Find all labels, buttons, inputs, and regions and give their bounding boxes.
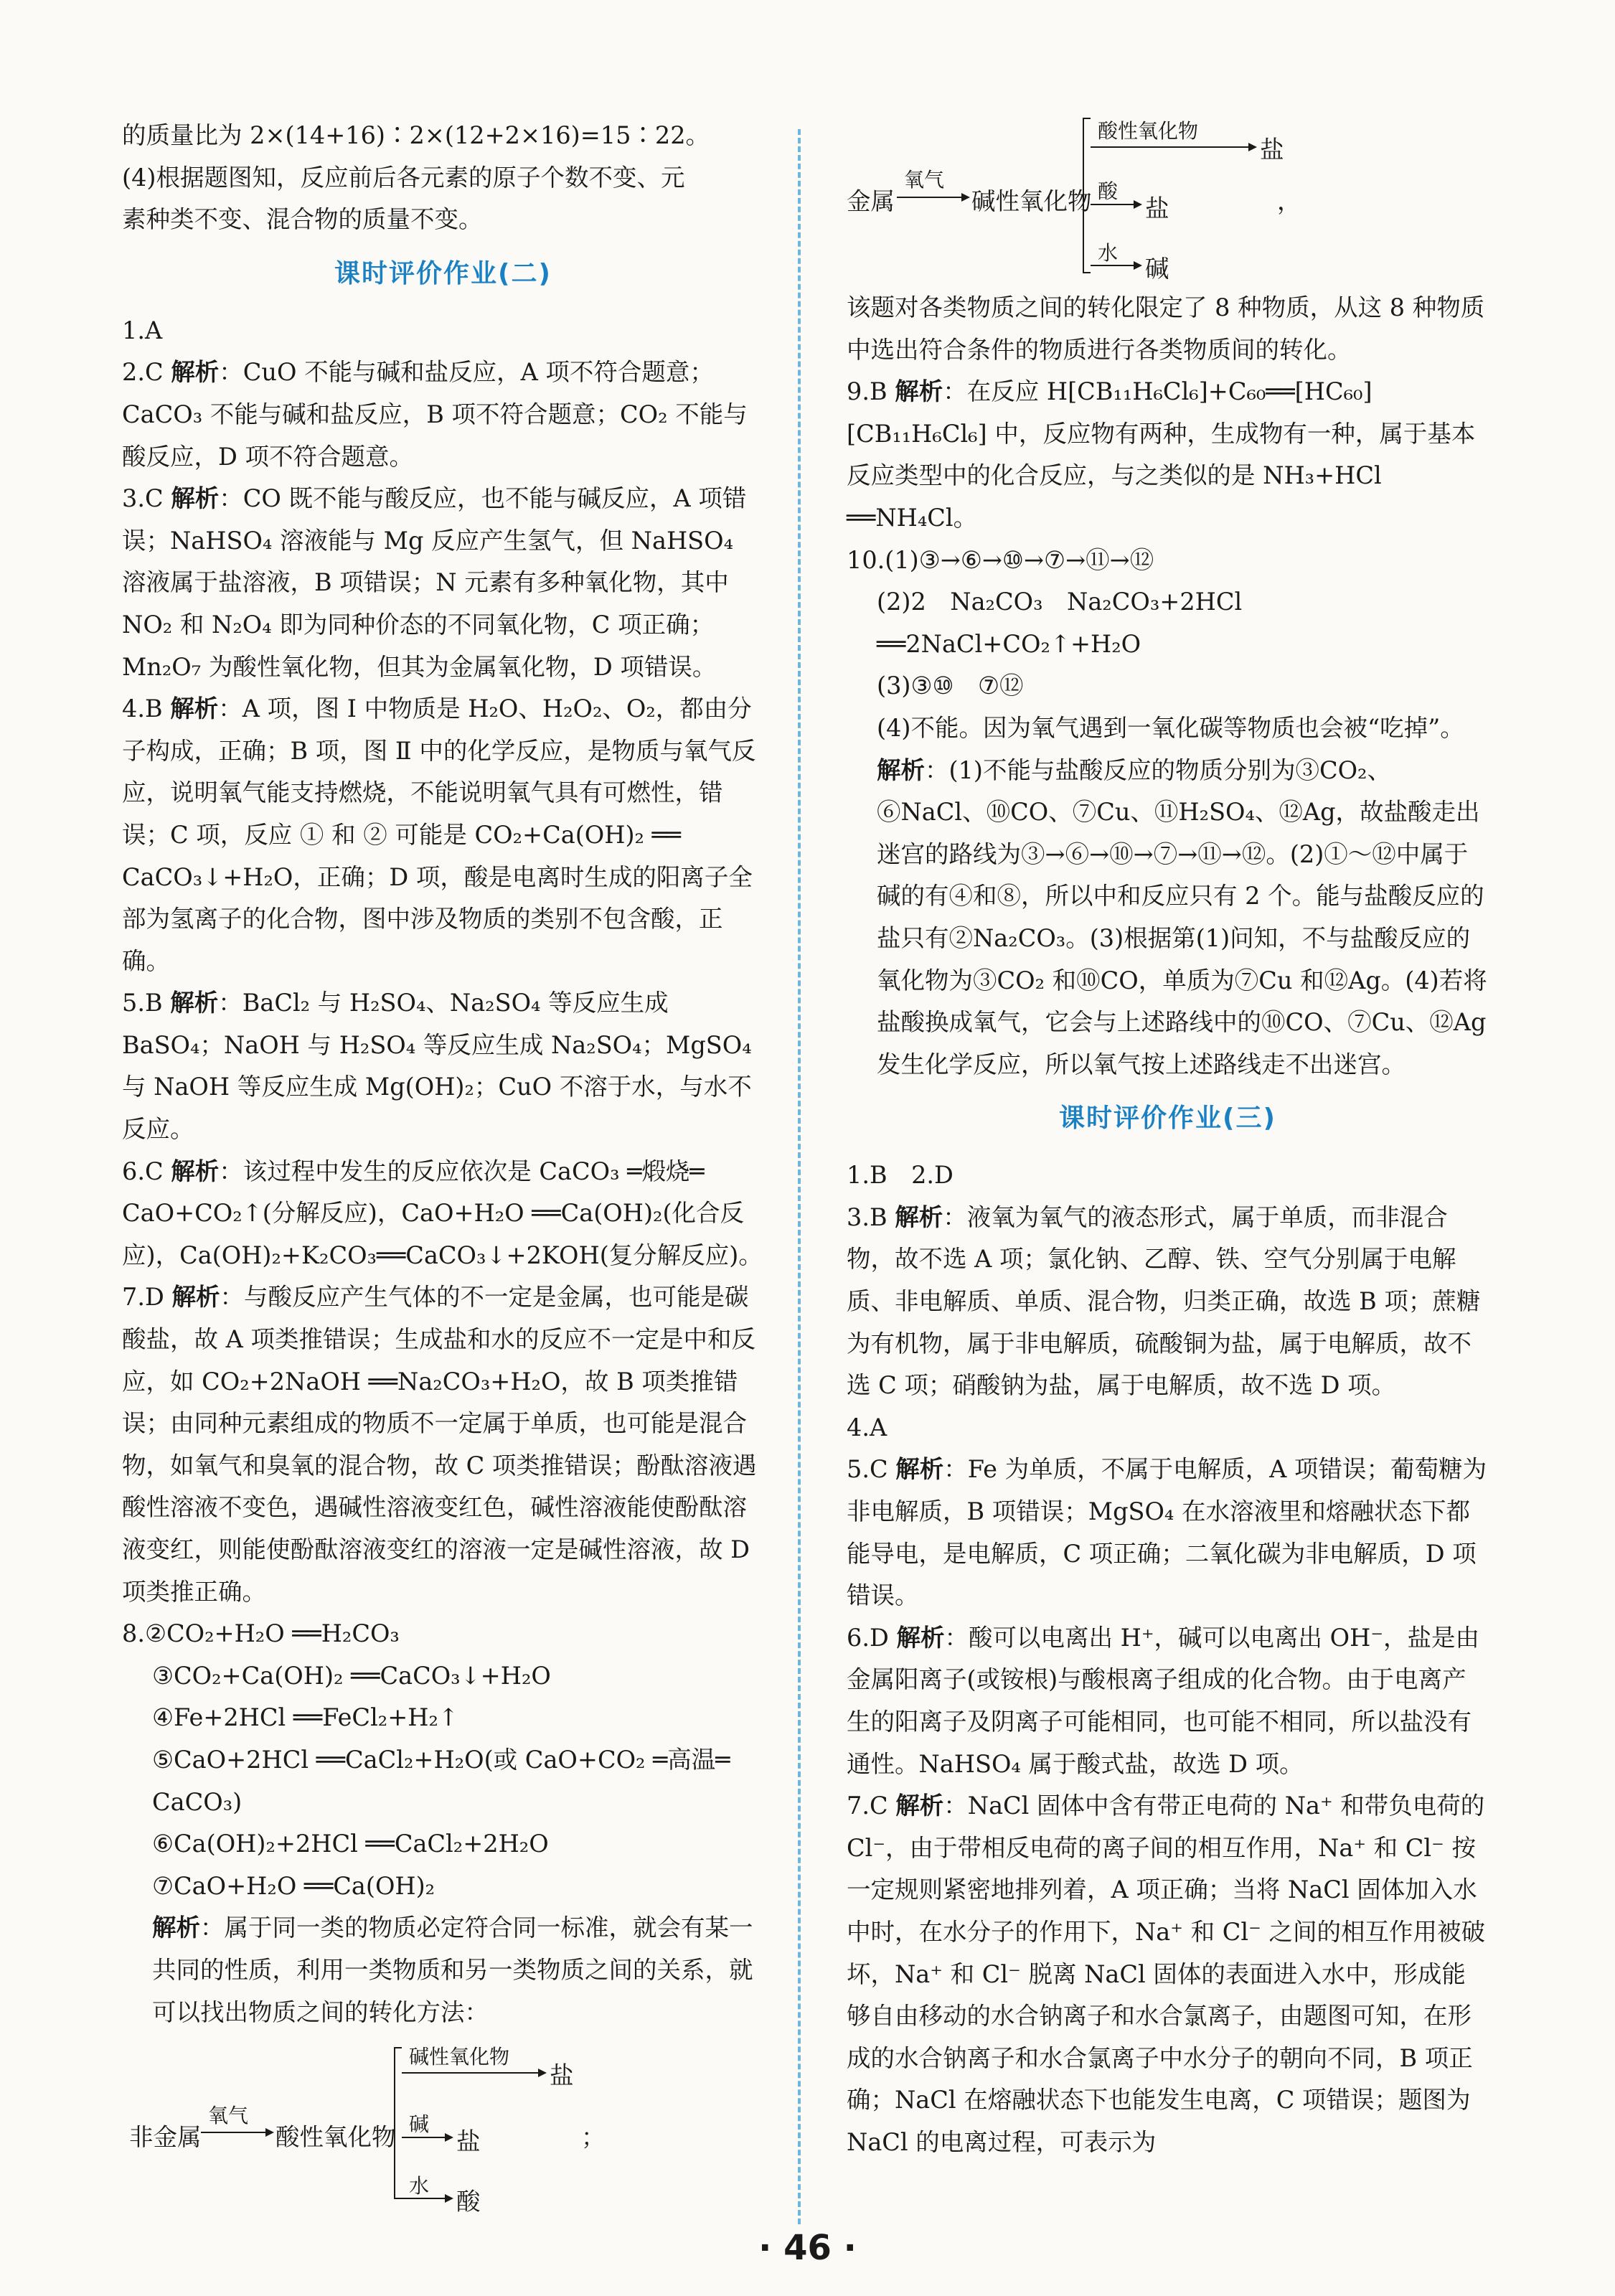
diagram-branch-out: 盐 (1260, 136, 1284, 164)
diagram-arrow-label: 氧气 (904, 168, 945, 192)
answer-num: 5.B (122, 989, 163, 1017)
diagram-branch-label: 水 (409, 2174, 430, 2198)
analysis-label: 解析 (152, 1914, 200, 1942)
answer-num: 2.C (122, 358, 164, 387)
diagram-branch-out: 盐 (550, 2061, 574, 2090)
answer-r3 (847, 1197, 1489, 1407)
answer-5 (122, 982, 764, 1150)
analysis-label: 解析 (171, 358, 220, 387)
answer-8-eq: ⑦CaO+H₂O ══Ca(OH)₂ (152, 1871, 435, 1900)
answer-6 (122, 1151, 764, 1277)
answer-r5 (847, 1449, 1489, 1617)
analysis-label: 解析 (896, 1623, 945, 1652)
analysis-text: ：NaCl 固体中含有带正电荷的 Na⁺ 和带负电荷的 Cl⁻，由于带相反电荷的离子间的相互作用，Na⁺ 和 Cl⁻ 按一定规则紧密地排列着，A 项正确；当将 NaCl 固体加入水中时，在水分子的作用下，Na⁺ 和 Cl⁻ 之间的相互作用被破坏，Na⁺ 和 Cl⁻ 脱离 NaCl 固体的表面进入水中，形成能够自由移动的水合钠离子和水合氯离子，由题图可知，在形成的水合钠离子和水合氯离子中水分子的朝向不同，B 项正确；NaCl 在熔融状态下也能发生电离，C 项错误；题图为 NaCl 的电离过程，可表示为 (847, 1792, 1485, 2156)
diagram-start: 金属 (847, 187, 895, 215)
text-paragraph: 该题对各类物质之间的转化限定了 8 种物质，从这 8 种物质中选出符合条件的物质进行各类物质间的转化。 (847, 293, 1485, 364)
diagram-tail: ； (581, 2123, 606, 2152)
analysis-label: 解析 (171, 1157, 220, 1185)
analysis-label: 解析 (895, 1203, 943, 1231)
analysis-label: 解析 (895, 1792, 944, 1820)
diagram-arrow-label: 氧气 (208, 2104, 249, 2128)
answer-8-eq: 8.②CO₂+H₂O ══H₂CO₃ (122, 1619, 400, 1648)
page-number: · 46 · (758, 2228, 857, 2268)
answer-r1: 1.B 2.D (847, 1161, 954, 1190)
diagram-branch-label: 水 (1098, 241, 1119, 265)
section-heading-3: 课时评价作业(三) (1059, 1104, 1276, 1134)
answer-num: 6.C (122, 1157, 164, 1185)
analysis-text: ：BaCl₂ 与 H₂SO₄、Na₂SO₄ 等反应生成 BaSO₄；NaOH 与 H₂SO₄ 等反应生成 Na₂SO₄；MgSO₄ 与 NaOH 等反应生成 Mg(OH)₂；CuO 不溶于水，与水不反应。 (122, 989, 752, 1144)
answer-num: 4.B (122, 695, 163, 723)
answer-10-analysis (847, 750, 1489, 1086)
analysis-text: ：Fe 为单质，不属于电解质，A 项错误；葡萄糖为非电解质，B 项错误；MgSO₄ 在水溶液里和熔融状态下都能导电，是电解质，C 项正确；二氧化碳为非电解质，D 项错误。 (847, 1455, 1487, 1610)
conversion-diagram-nonmetal (122, 2033, 764, 2216)
conversion-diagram-metal (847, 108, 1489, 287)
column-divider (798, 129, 801, 2224)
analysis-label: 解析 (170, 989, 219, 1017)
diagram-start: 非金属 (129, 2123, 202, 2152)
analysis-text: ：A 项，图 Ⅰ 中物质是 H₂O、H₂O₂、O₂，都由分子构成，正确；B 项，图 Ⅱ 中的化学反应，是物质与氧气反应，说明氧气能支持燃烧，不能说明氧气具有可燃性，错误；C 项，反应 ① 和 ② 可能是 CO₂+Ca(OH)₂ ══ CaCO₃↓+H₂O，正确；D 项，酸是电离时生成的阳离子全部为氢离子的化合物，图中涉及物质的类别不包含酸，正确。 (122, 695, 756, 975)
answer-1: 1.A (122, 316, 163, 344)
analysis-text: ：与酸反应产生气体的不一定是金属，也可能是碳酸盐，故 A 项类推错误；生成盐和水的反应不一定是中和反应，如 CO₂+2NaOH ══Na₂CO₃+H₂O，故 B 项类推错误；由同种元素组成的物质不一定属于单质，也可能是混合物，如氧气和臭氧的混合物，故 C 项类推错误；酚酞溶液遇酸性溶液不变色，遇碱性溶液变红色，碱性溶液能使酚酞溶液变红，则能使酚酞溶液变红的溶液一定是碱性溶液，故 D 项类推正确。 (122, 1283, 757, 1606)
answer-3 (122, 478, 764, 688)
answer-num: 5.C (847, 1455, 888, 1484)
answer-num: 9.B (847, 377, 887, 406)
analysis-label: 解析 (171, 484, 220, 513)
diagram-mid: 酸性氧化物 (276, 2123, 396, 2152)
analysis-label: 解析 (877, 756, 925, 784)
diagram-branch-label: 酸 (1098, 179, 1119, 203)
answer-num: 7.C (847, 1792, 888, 1820)
answer-num: 7.D (122, 1283, 164, 1312)
answer-num: 3.B (847, 1203, 887, 1231)
analysis-label: 解析 (895, 377, 943, 406)
answer-4 (122, 688, 764, 982)
answer-8-analysis (122, 1907, 764, 2033)
answer-7 (122, 1276, 764, 1613)
answer-10-line: (4)不能。因为氧气遇到一氧化碳等物质也会被“吃掉”。 (877, 713, 1464, 742)
analysis-label: 解析 (171, 1283, 220, 1312)
answer-10-line: (2)2 Na₂CO₃ Na₂CO₃+2HCl ══2NaCl+CO₂↑+H₂O (877, 588, 1243, 658)
section-heading-2: 课时评价作业(二) (334, 258, 552, 288)
text-line: (4)根据题图知，反应前后各元素的原子个数不变、元 (122, 163, 685, 192)
analysis-text: ：属于同一类的物质必定符合同一标准，就会有某一共同的性质，利用一类物质和另一类物质之间的关系，就可以找出物质之间的转化方法： (152, 1914, 753, 2026)
answer-r4: 4.A (847, 1413, 887, 1441)
answer-8-eq: ③CO₂+Ca(OH)₂ ══CaCO₃↓+H₂O (152, 1661, 551, 1690)
answer-r6 (847, 1617, 1489, 1785)
analysis-text: ：该过程中发生的反应依次是 CaCO₃ ═煅烧═ CaO+CO₂↑(分解反应)，CaO+H₂O ══Ca(OH)₂(化合反应)，Ca(OH)₂+K₂CO₃══CaCO₃↓+2KOH(复分解反应)。 (122, 1157, 763, 1269)
analysis-text: ：酸可以电离出 H⁺，碱可以电离出 OH⁻，盐是由金属阳离子(或铵根)与酸根离子组成的化合物。由于电离产生的阳离子及阴离子可能相同，也可能不相同，所以盐没有通性。NaHSO₄ 属于酸式盐，故选 D 项。 (847, 1623, 1480, 1778)
answer-8-eq: ⑥Ca(OH)₂+2HCl ══CaCl₂+2H₂O (152, 1830, 549, 1858)
diagram-mid: 碱性氧化物 (971, 187, 1092, 215)
answer-num: 6.D (847, 1623, 889, 1652)
answer-num: 3.C (122, 484, 164, 513)
diagram-branch-label: 碱性氧化物 (409, 2045, 510, 2069)
analysis-text: ：CO 既不能与酸反应，也不能与碱反应，A 项错误；NaHSO₄ 溶液能与 Mg 反应产生氢气，但 NaHSO₄ 溶液属于盐溶液，B 项错误；N 元素有多种氧化物，其中 NO₂ 和 N₂O₄ 即为同种价态的不同氧化物，C 项正确；Mn₂O₇ 为酸性氧化物，但其为金属氧化物，D 项错误。 (122, 484, 747, 681)
answer-9 (847, 371, 1489, 539)
analysis-text: ：(1)不能与盐酸反应的物质分别为③CO₂、⑥NaCl、⑩CO、⑦Cu、⑪H₂SO₄、⑫Ag，故盐酸走出迷宫的路线为③→⑥→⑩→⑦→⑪→⑫。(2)①～⑫中属于碱的有④和⑧，所以中和反应只有 2 个。能与盐酸反应的盐只有②Na₂CO₃。(3)根据第(1)问知，不与盐酸反应的氧化物为③CO₂ 和⑩CO，单质为⑦Cu 和⑫Ag。(4)若将盐酸换成氧气，它会与上述路线中的⑩CO、⑦Cu、⑫Ag 发生化学反应，所以氧气按上述路线走不出迷宫。 (877, 756, 1487, 1078)
right-column (847, 115, 1489, 2164)
diagram-branch-out: 盐 (1145, 194, 1169, 222)
analysis-text: ：CuO 不能与碱和盐反应，A 项不符合题意；CaCO₃ 不能与碱和盐反应，B 项不符合题意；CO₂ 不能与酸反应，D 项不符合题意。 (122, 358, 748, 471)
answer-10-line: 10.(1)③→⑥→⑩→⑦→⑪→⑫ (847, 545, 1154, 574)
text-line: 素种类不变、混合物的质量不变。 (122, 205, 483, 234)
answer-8-eq: ⑤CaO+2HCl ══CaCl₂+H₂O(或 CaO+CO₂ ═高温═ CaCO₃) (152, 1745, 730, 1816)
text-line: 的质量比为 2×(14+16)∶2×(12+2×16)=15∶22。 (122, 121, 710, 149)
diagram-tail: ， (1277, 187, 1301, 215)
analysis-text: ：液氧为氧气的液态形式，属于单质，而非混合物，故不选 A 项；氯化钠、乙醇、铁、空气分别属于电解质、非电解质、单质、混合物，归类正确，故选 B 项；蔗糖为有机物，属于非电解质，硫酸铜为盐，属于电解质，故不选 C 项；硝酸钠为盐，属于电解质，故不选 D 项。 (847, 1203, 1481, 1400)
diagram-branch-label: 酸性氧化物 (1098, 119, 1199, 143)
analysis-label: 解析 (895, 1455, 944, 1484)
left-column (122, 115, 764, 2216)
answer-10-line: (3)③⑩ ⑦⑫ (877, 672, 1024, 700)
answer-8-eq: ④Fe+2HCl ══FeCl₂+H₂↑ (152, 1703, 458, 1732)
answer-r7 (847, 1785, 1489, 2163)
answer-2 (122, 352, 764, 478)
diagram-branch-out: 酸 (456, 2188, 481, 2216)
diagram-branch-out: 盐 (456, 2127, 481, 2156)
analysis-text: ：在反应 H[CB₁₁H₆Cl₆]+C₆₀══[HC₆₀][CB₁₁H₆Cl₆] 中，反应物有两种，生成物有一种，属于基本反应类型中的化合反应，与之类似的是 NH₃+HCl ══NH₄Cl。 (847, 377, 1476, 532)
diagram-branch-label: 碱 (409, 2112, 430, 2137)
diagram-branch-out: 碱 (1145, 255, 1169, 283)
analysis-label: 解析 (170, 695, 219, 723)
